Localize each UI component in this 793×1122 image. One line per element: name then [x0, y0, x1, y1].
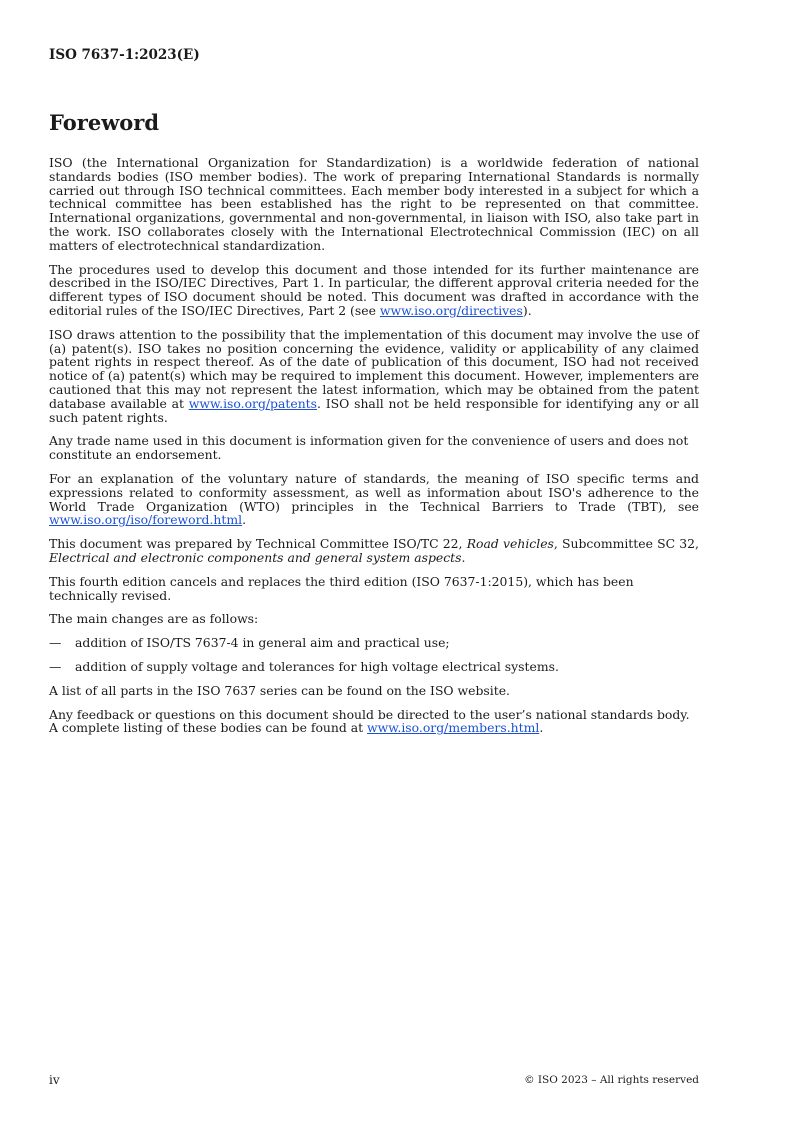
document-page [49, 0, 699, 1122]
patents-link[interactable]: www.iso.org/patents [188, 395, 318, 411]
list-item-text: addition of ISO/TS 7637-4 in general aim and practical use; [75, 635, 450, 651]
dash-marker: — [49, 635, 62, 651]
page-number: iv [49, 1073, 60, 1087]
list-item [49, 636, 699, 650]
paragraph-edition: This fourth edition cancels and replaces the third edition (ISO 7637-1:2015), which has been technically revised. [49, 573, 634, 603]
copyright-notice: © ISO 2023 – All rights reserved [524, 1074, 699, 1086]
paragraph-patents: ISO draws attention to the possibility that the implementation of this document may involve the use of (a) patent(s). ISO takes no position concerning the evidence, validity or applicability of any claimed patent rights in respect thereof. As of the date of publication of this document, ISO had not received notice of (a) patent(s) which may be required to implement this document. However, implementers are cautioned that this may not represent the latest information, which may be obtained from the patent database available at www.iso.org/patents. ISO shall not be held responsible for identifying any or all such patent rights. [49, 326, 699, 425]
directives-link[interactable]: www.iso.org/directives [379, 302, 523, 318]
paragraph-main-changes: The main changes are as follows: [49, 611, 259, 627]
paragraph-feedback: Any feedback or questions on this document should be directed to the user’s national standards body. A complete listing of these bodies can be found at www.iso.org/members.html. [49, 706, 690, 736]
paragraph-committee: This document was prepared by Technical Committee ISO/TC 22, Road vehicles, Subcommittee SC 32, Electrical and electronic components and general system aspects. [49, 536, 699, 565]
paragraph-procedures: The procedures used to develop this document and those intended for its further maintenance are described in the ISO/IEC Directives, Part 1. In particular, the different approval criteria needed for the different types of ISO document should be noted. This document was drafted in accordance with the editorial rules of the ISO/IEC Directives, Part 2 (see www.iso.org/directives). [49, 261, 699, 318]
section-title: Foreword [49, 110, 160, 135]
dash-marker: — [49, 658, 62, 674]
paragraph-iso-intro: ISO (the International Organization for Standardization) is a worldwide federation of national standards bodies (ISO member bodies). The work of preparing International Standards is normally carried out through ISO technical committees. Each member body interested in a subject for which a technical committee has been established has the right to be represented on that committee. International organizations, governmental and non-governmental, in liaison with ISO, also take part in the work. ISO collaborates closely with the International Electrotechnical Commission (IEC) on all matters of electrotechnical standardization. [49, 155, 699, 253]
document-id-header: ISO 7637-1:2023(E) [49, 47, 200, 63]
foreword-link[interactable]: www.iso.org/iso/foreword.html [49, 512, 243, 528]
foreword-body [49, 156, 699, 745]
paragraph-parts-list: A list of all parts in the ISO 7637 series can be found on the ISO website. [49, 682, 510, 698]
paragraph-voluntary-nature: For an explanation of the voluntary nature of standards, the meaning of ISO specific terms and expressions related to conformity assessment, as well as information about ISO's adherence to the World Trade Organization (WTO) principles in the Technical Barriers to Trade (TBT), see www.iso.org/iso/foreword.html. [49, 470, 699, 528]
list-item-text: addition of supply voltage and tolerances for high voltage electrical systems. [75, 658, 559, 674]
members-link[interactable]: www.iso.org/members.html [367, 720, 540, 736]
list-item [49, 660, 699, 674]
paragraph-trade-name: Any trade name used in this document is information given for the convenience of users and does not constitute an endorsement. [49, 433, 689, 463]
